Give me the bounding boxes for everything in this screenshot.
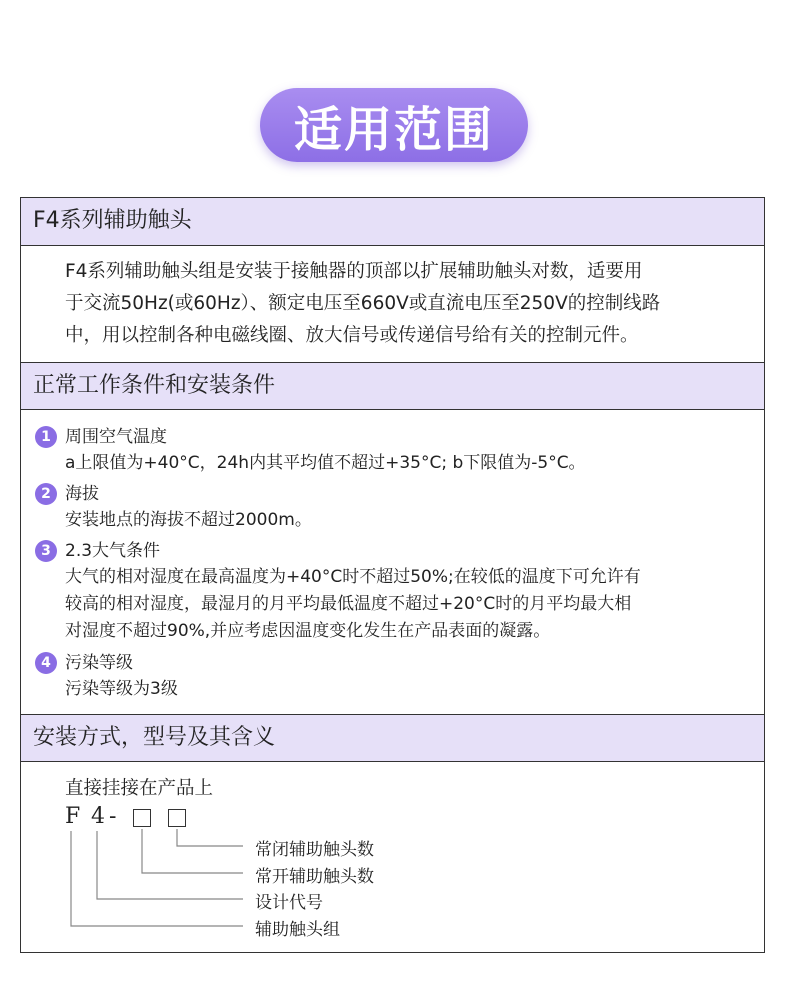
condition-title: 2.3大气条件 xyxy=(65,541,161,561)
section-header-f4: F4系列辅助触头 xyxy=(21,198,764,246)
number-badge: 3 xyxy=(35,540,57,562)
condition-text: 安装地点的海拔不超过2000m。 xyxy=(65,510,312,530)
title-badge xyxy=(260,88,528,162)
mounting-method: 直接挂接在产品上 xyxy=(65,778,214,799)
condition-text: 污染等级为3级 xyxy=(65,679,178,699)
legend-aux-group: 辅助触头组 xyxy=(255,920,340,940)
condition-text: a上限值为+40°C，24h内其平均值不超过+35°C; b下限值为-5°C。 xyxy=(65,453,586,473)
condition-title: 污染等级 xyxy=(65,653,133,673)
description-line: F4系列辅助触头组是安装于接触器的顶部以扩展辅助触头对数，适要用 xyxy=(65,261,643,282)
legend-nc: 常闭辅助触头数 xyxy=(255,840,374,860)
model-series-digit: 4 xyxy=(91,804,105,829)
leader-lines xyxy=(21,198,766,954)
legend-no: 常开辅助触头数 xyxy=(255,867,374,887)
number-badge: 4 xyxy=(35,652,57,674)
condition-title: 海拔 xyxy=(65,484,99,504)
page-title: 适用范围 xyxy=(293,101,494,158)
content-box xyxy=(20,197,765,953)
condition-title: 周围空气温度 xyxy=(65,427,167,447)
number-badge: 2 xyxy=(35,483,57,505)
condition-text: 大气的相对湿度在最高温度为+40°C时不超过50%;在较低的温度下可允许有 xyxy=(65,567,641,587)
description-line: 于交流50Hz(或60Hz）、额定电压至660V或直流电压至250V的控制线路 xyxy=(65,293,661,314)
legend-design-code: 设计代号 xyxy=(255,893,323,913)
model-dash: - xyxy=(109,804,117,829)
section-header-mounting: 安装方式，型号及其含义 xyxy=(21,714,764,762)
description-line: 中，用以控制各种电磁线圈、放大信号或传递信号给有关的控制元件。 xyxy=(65,325,639,346)
number-badge: 1 xyxy=(35,426,57,448)
section-header-conditions: 正常工作条件和安装条件 xyxy=(21,362,764,410)
condition-text: 对湿度不超过90%,并应考虑因温度变化发生在产品表面的凝露。 xyxy=(65,621,551,641)
condition-text: 较高的相对湿度，最湿月的月平均最低温度不超过+20°C时的月平均最大相 xyxy=(65,594,632,614)
model-series-letter: F xyxy=(65,804,81,829)
